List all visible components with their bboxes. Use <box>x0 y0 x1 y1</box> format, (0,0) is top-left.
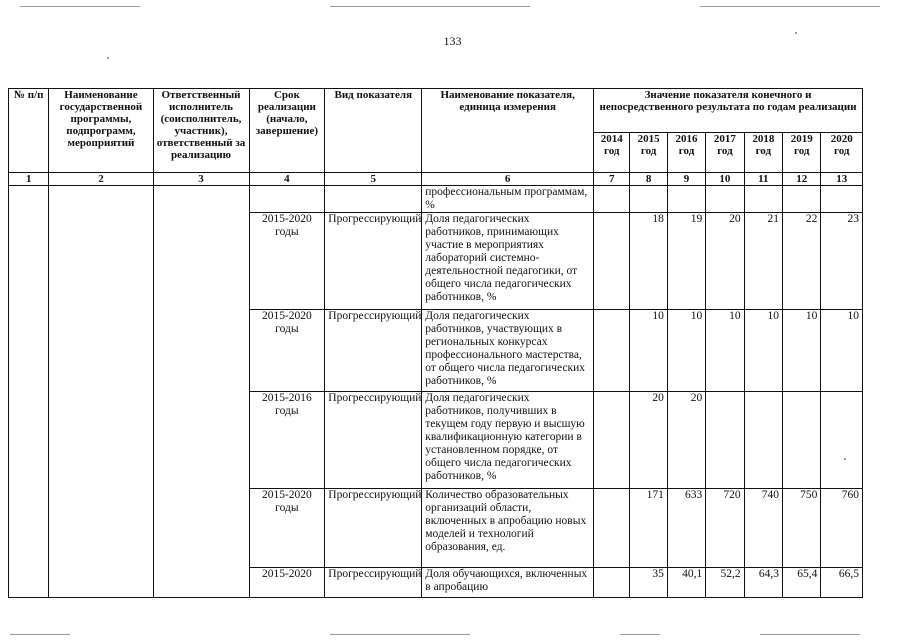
cell-period: 2015-2020 <box>249 568 325 598</box>
cell-value <box>594 489 630 568</box>
cell-indicator: профессиональным программам, % <box>422 186 594 213</box>
scan-artifact-bottom <box>620 634 660 635</box>
cell-value: 20 <box>667 392 705 489</box>
cell-period: 2015-2020 годы <box>249 310 325 392</box>
cell-value <box>744 186 782 213</box>
header-year: 2015 год <box>630 133 667 173</box>
cell-value: 52,2 <box>706 568 744 598</box>
cell-program <box>49 186 153 598</box>
cell-value: 171 <box>630 489 667 568</box>
header-year: 2019 год <box>783 133 821 173</box>
cell-period: 2015-2020 годы <box>249 213 325 310</box>
scan-artifact-bottom <box>760 634 860 635</box>
column-number: 8 <box>630 173 667 186</box>
cell-value <box>706 392 744 489</box>
cell-value <box>594 310 630 392</box>
header-year: 2018 год <box>744 133 782 173</box>
cell-responsible <box>153 186 249 598</box>
header-year: 2016 год <box>667 133 705 173</box>
cell-indicator: Доля педагогических работников, получивших в текущем году первую и высшую квалификационную категории в установленном порядке, от общего числа педагогических работников, % <box>422 392 594 489</box>
cell-indicator: Доля обучающихся, включенных в апробацию <box>422 568 594 598</box>
cell-value: 20 <box>630 392 667 489</box>
header-year: 2014 год <box>594 133 630 173</box>
cell-value: 10 <box>667 310 705 392</box>
cell-value <box>821 186 863 213</box>
cell-value: 19 <box>667 213 705 310</box>
cell-value: 21 <box>744 213 782 310</box>
cell-kind <box>325 186 422 213</box>
cell-indicator: Количество образовательных организаций области, включенных в апробацию новых моделей и технологий образования, ед. <box>422 489 594 568</box>
cell-value: 66,5 <box>821 568 863 598</box>
cell-value: 10 <box>744 310 782 392</box>
cell-value: 65,4 <box>783 568 821 598</box>
column-number: 12 <box>783 173 821 186</box>
cell-period: 2015-2016 годы <box>249 392 325 489</box>
header-period: Срок реализации (начало, завершение) <box>249 89 325 173</box>
header-no: № п/п <box>9 89 49 173</box>
cell-value <box>783 186 821 213</box>
column-numbers-row <box>9 173 863 186</box>
column-number: 1 <box>9 173 49 186</box>
cell-kind: Прогрессирующий <box>325 568 422 598</box>
cell-value: 64,3 <box>744 568 782 598</box>
cell-period <box>249 186 325 213</box>
cell-value: 23 <box>821 213 863 310</box>
header-year: 2017 год <box>706 133 744 173</box>
cell-value <box>667 186 705 213</box>
column-number: 13 <box>821 173 863 186</box>
cell-value: 22 <box>783 213 821 310</box>
cell-indicator: Доля педагогических работников, участвующих в региональных конкурсах профессионального мастерства, от общего числа педагогических работников, % <box>422 310 594 392</box>
cell-value: 633 <box>667 489 705 568</box>
cell-value: 35 <box>630 568 667 598</box>
column-number: 7 <box>594 173 630 186</box>
cell-value: 40,1 <box>667 568 705 598</box>
cell-value: 18 <box>630 213 667 310</box>
cell-value: 10 <box>783 310 821 392</box>
column-number: 6 <box>422 173 594 186</box>
column-number: 10 <box>706 173 744 186</box>
cell-no <box>9 186 49 598</box>
cell-value: 750 <box>783 489 821 568</box>
cell-kind: Прогрессирующий <box>325 213 422 310</box>
header-program: Наименование государственной программы, подпрограмм, мероприятий <box>49 89 153 173</box>
column-number: 9 <box>667 173 705 186</box>
cell-period: 2015-2020 годы <box>249 489 325 568</box>
scan-speck <box>107 57 109 59</box>
cell-value <box>594 568 630 598</box>
scan-artifact-bottom <box>330 634 470 635</box>
column-number: 5 <box>325 173 422 186</box>
column-number: 4 <box>249 173 325 186</box>
cell-value <box>594 186 630 213</box>
cell-value: 760 <box>821 489 863 568</box>
scan-artifact-bottom <box>10 634 70 635</box>
header-year: 2020 год <box>821 133 863 173</box>
header-responsible: Ответственный исполнитель (соисполнитель, участник), ответственный за реализацию <box>153 89 249 173</box>
table-row <box>9 186 863 213</box>
scan-artifact-top <box>330 6 530 7</box>
cell-value <box>630 186 667 213</box>
column-number: 3 <box>153 173 249 186</box>
cell-value: 20 <box>706 213 744 310</box>
scan-artifact-top <box>700 6 880 7</box>
cell-value <box>744 392 782 489</box>
cell-value: 10 <box>706 310 744 392</box>
cell-kind: Прогрессирующий <box>325 489 422 568</box>
indicator-table <box>8 88 863 598</box>
cell-value <box>706 186 744 213</box>
column-number: 11 <box>744 173 782 186</box>
cell-value: 10 <box>821 310 863 392</box>
cell-value <box>594 213 630 310</box>
cell-kind: Прогрессирующий <box>325 310 422 392</box>
cell-kind: Прогрессирующий <box>325 392 422 489</box>
cell-value: 740 <box>744 489 782 568</box>
cell-indicator: Доля педагогических работников, принимающих участие в мероприятиях лабораторий системно-деятельностной педагогики, от общего числа педагогических работников, % <box>422 213 594 310</box>
scan-artifact-top <box>20 6 140 7</box>
header-indicator: Наименование показателя, единица измерения <box>422 89 594 173</box>
cell-value <box>821 392 863 489</box>
column-number: 2 <box>49 173 153 186</box>
cell-value: 720 <box>706 489 744 568</box>
header-values: Значение показателя конечного и непосредственного результата по годам реализации <box>594 89 863 133</box>
header-kind: Вид показателя <box>325 89 422 173</box>
cell-value: 10 <box>630 310 667 392</box>
cell-value <box>783 392 821 489</box>
page-number: 133 <box>443 34 462 48</box>
cell-value <box>594 392 630 489</box>
